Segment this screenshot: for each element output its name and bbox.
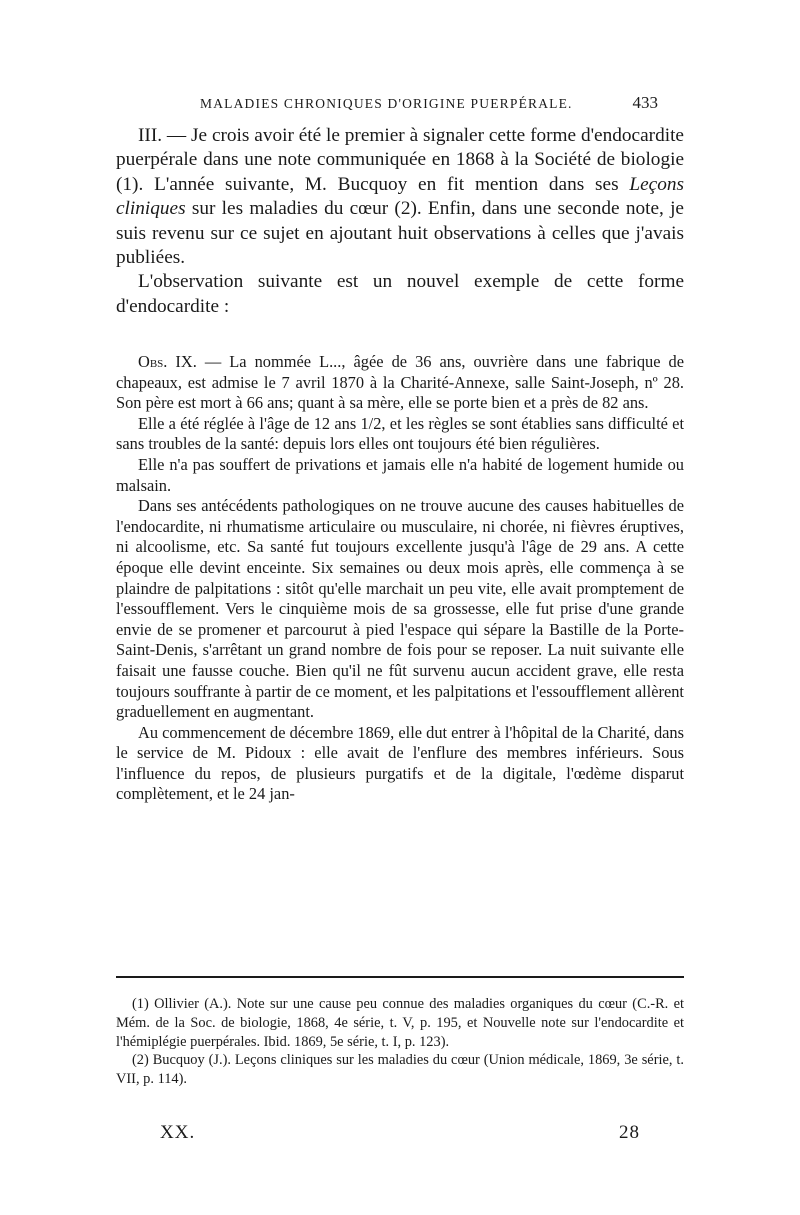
sheet-number: 28 xyxy=(619,1122,640,1143)
text-run: — La nommée L..., âgée de 36 ans, ouvrière dans une fabrique de chapeaux, est admise le 7 avril 1870 à la Charité-Annexe, salle Saint-Joseph, nº 28. Son père est mort à 66 ans; quant à sa mère, elle se porte bien et a près de 82 ans. xyxy=(116,352,684,413)
footnote-divider xyxy=(116,976,684,978)
paragraph: Elle a été réglée à l'âge de 12 ans 1/2, et les règles se sont établies sans difficulté et sans troubles de la santé: depuis lors elles ont toujours été bien régulières. xyxy=(116,413,684,454)
main-text xyxy=(116,124,684,319)
running-header xyxy=(200,93,658,112)
volume-mark: XX. xyxy=(160,1122,196,1143)
book-title-italic: Leçons cliniques xyxy=(116,173,684,220)
text-run: III. — Je crois avoir été le premier à signaler cette forme d'endocardite puerpérale dans une note communiquée en 1868 à la Société de biologie (1). L'année suivante, M. Bucquoy en fit mention dans ses xyxy=(116,125,684,195)
page-number: 433 xyxy=(632,93,658,112)
paragraph: Au commencement de décembre 1869, elle dut entrer à l'hôpital de la Charité, dans le service de M. Pidoux : elle avait de l'enflure des membres inférieurs. Sous l'influence du repos, de plusieurs purgatifs et de la digitale, l'œdème disparut complètement, et le 24 jan- xyxy=(116,722,684,804)
paragraph: L'observation suivante est un nouvel exemple de cette forme d'endocardite : xyxy=(116,271,684,317)
paragraph xyxy=(116,124,684,270)
observation-text xyxy=(116,352,684,805)
running-title: MALADIES CHRONIQUES D'ORIGINE PUERPÉRALE. xyxy=(200,96,573,111)
paragraph: Elle n'a pas souffert de privations et jamais elle n'a habité de logement humide ou malsain. xyxy=(116,454,684,495)
paragraph xyxy=(116,352,684,414)
text-run: sur les maladies du cœur (2). Enfin, dans une seconde note, je suis revenu sur ce sujet en ajoutant huit observations à celles que j'avais publiées. xyxy=(116,198,684,269)
footnote: (1) Ollivier (A.). Note sur une cause peu connue des maladies organiques du cœur (C.-R. et Mém. de la Soc. de biologie, 1868, 4e série, t. V, p. 195, et Nouvelle note sur l'endocardite et l'hémiplégie puerpérales. Ibid. 1869, 5e série, t. I, p. 123). xyxy=(116,996,684,1050)
footnotes xyxy=(116,995,684,1089)
paragraph: Dans ses antécédents pathologiques on ne trouve aucune des causes habituelles de l'endocardite, ni rhumatisme articulaire ou musculaire, ni chorée, ni fièvres éruptives, ni alcoolisme, etc. Sa santé fut toujours excellente jusqu'à l'âge de 29 ans. A cette époque elle devint enceinte. Six semaines ou deux mois après, elle commença à se plaindre de palpitations : sitôt qu'elle marchait un peu vite, elle avait promptement de l'essoufflement. Vers le cinquième mois de sa grossesse, elle fut prise d'une grande envie de se promener et parcourut à pied l'espace qui sépare la Bastille de la Porte-Saint-Denis, s'arrêtant un grand nombre de fois pour se reposer. La nuit suivante elle faisait une fausse couche. Bien qu'il ne fût survenu aucun accident grave, elle resta toujours souffrante à partir de ce moment, et les palpitations et l'essoufflement allèrent graduellement en augmentant. xyxy=(116,496,684,722)
footnote: (2) Bucquoy (J.). Leçons cliniques sur les maladies du cœur (Union médicale, 1869, 3e série, t. VII, p. 114). xyxy=(116,1052,684,1088)
observation-label: Obs. IX. xyxy=(138,352,197,371)
